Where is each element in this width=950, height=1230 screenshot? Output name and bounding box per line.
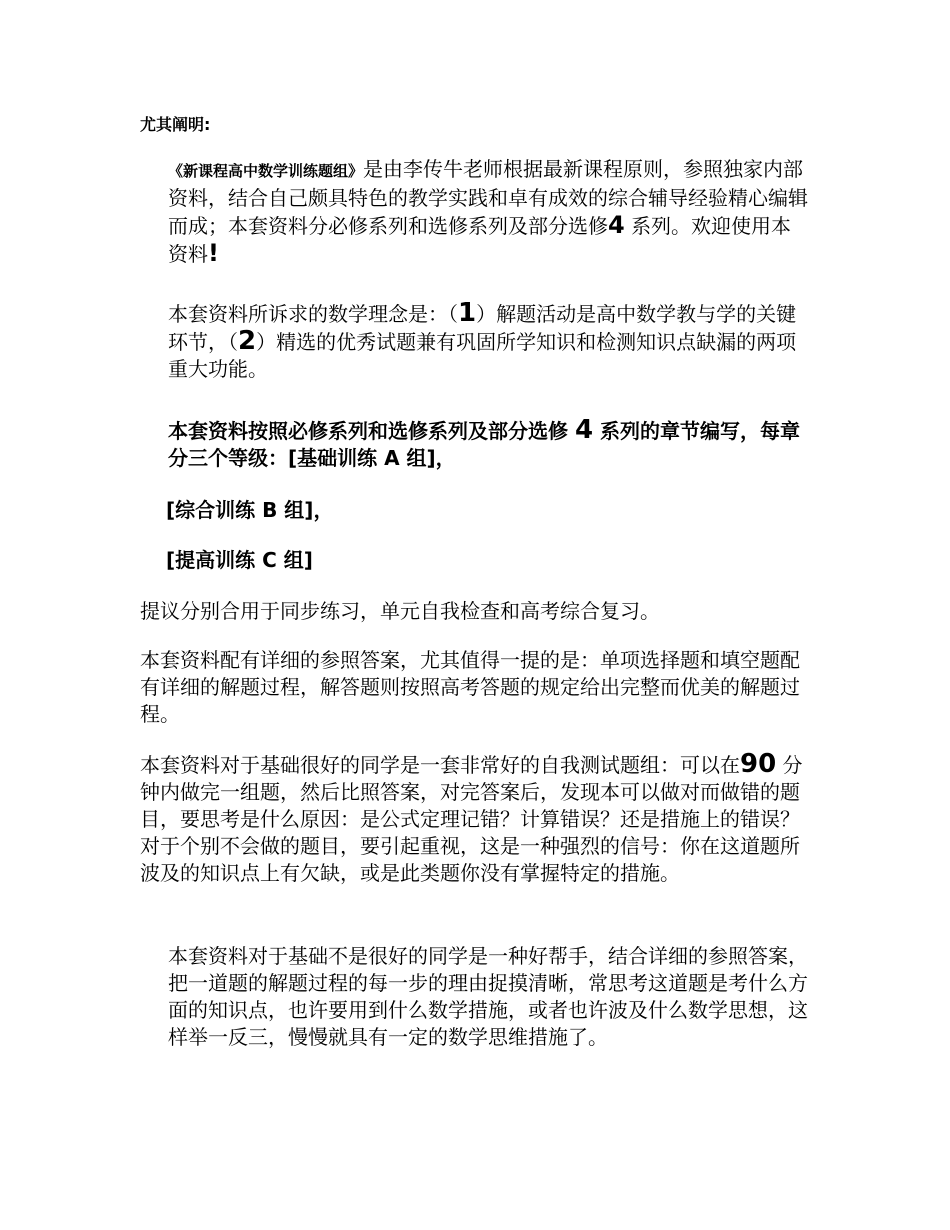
good-students-text-a: 本套资料对于基础很好的同学是一套非常好的自我测试题组：可以在: [140, 753, 740, 777]
level-c-label: [提高训练 C 组]: [166, 548, 313, 572]
intro-exclamation: !: [208, 239, 219, 267]
answers-paragraph: 本套资料配有详细的参照答案，尤其值得一提的是：单项选择题和填空题配有详细的解题过程，解答题则按照高考答题的规定给出完整而优美的解题过程。: [140, 648, 800, 726]
philosophy-text-a: 本套资料所诉求的数学理念是：（: [168, 302, 458, 326]
structure-number: 4: [574, 415, 594, 445]
weak-students-paragraph: 本套资料对于基础不是很好的同学是一种好帮手，结合详细的参照答案，把一道题的解题过程的每一步的理由捉摸清晰，常思考这道题是考什么方面的知识点，也许要用到什么数学措施，或者也许波及什么数学思想，这样举一反三，慢慢就具有一定的数学思维措施了。: [168, 944, 808, 1049]
intro-number: 4: [608, 211, 625, 239]
time-number: 90: [740, 749, 777, 779]
good-students-text-b: 分钟内做完一组题，然后比照答案，对完答案后，发现本可以做对而做错的题目，要思考是什么原因：是公式定理记错？计算错误？还是措施上的错误？对于个别不会做的题目，要引起重视，这是一种强烈的信号：你在这道题所波及的知识点上有欠缺，或是此类题你没有掌握特定的措施。: [140, 753, 803, 885]
philosophy-number-2: 2: [238, 326, 257, 356]
structure-text-b: 系列的章节编写，每章分三个等级：[基础训练 A 组]，: [168, 419, 801, 470]
philosophy-paragraph: [168, 300, 808, 383]
philosophy-text-b: ）解题活动是高中数学教与学的关键环节，（: [168, 302, 797, 354]
intro-text-a: 是由李传牛老师: [363, 157, 504, 181]
intro-paragraph: [168, 156, 808, 268]
level-b-label: [综合训练 B 组]，: [166, 498, 334, 522]
good-students-paragraph: [140, 751, 805, 887]
section-heading: 尤其阐明:: [140, 115, 211, 134]
philosophy-text-c: ）精选的优秀试题兼有巩固所学知识和检测知识点缺漏的两项重大功能。: [168, 330, 797, 381]
structure-text-a: 本套资料按照必修系列和选修系列及部分选修: [168, 419, 568, 443]
philosophy-number-1: 1: [458, 298, 477, 328]
intro-text-c: 系列。欢迎使用本资料: [168, 214, 792, 266]
structure-paragraph: [168, 417, 808, 472]
intro-text-b: 根据最新课程原则，参照独家内部资料，结合自己颇具特色的教学实践和卓有成效的综合辅导经验精心编辑而成；本套资料分必修系列和选修系列及部分选修: [168, 157, 808, 238]
suggestion-paragraph: 提议分别合用于同步练习，单元自我检查和高考综合复习。: [140, 599, 660, 623]
book-title: 《新课程高中数学训练题组》: [168, 162, 364, 180]
